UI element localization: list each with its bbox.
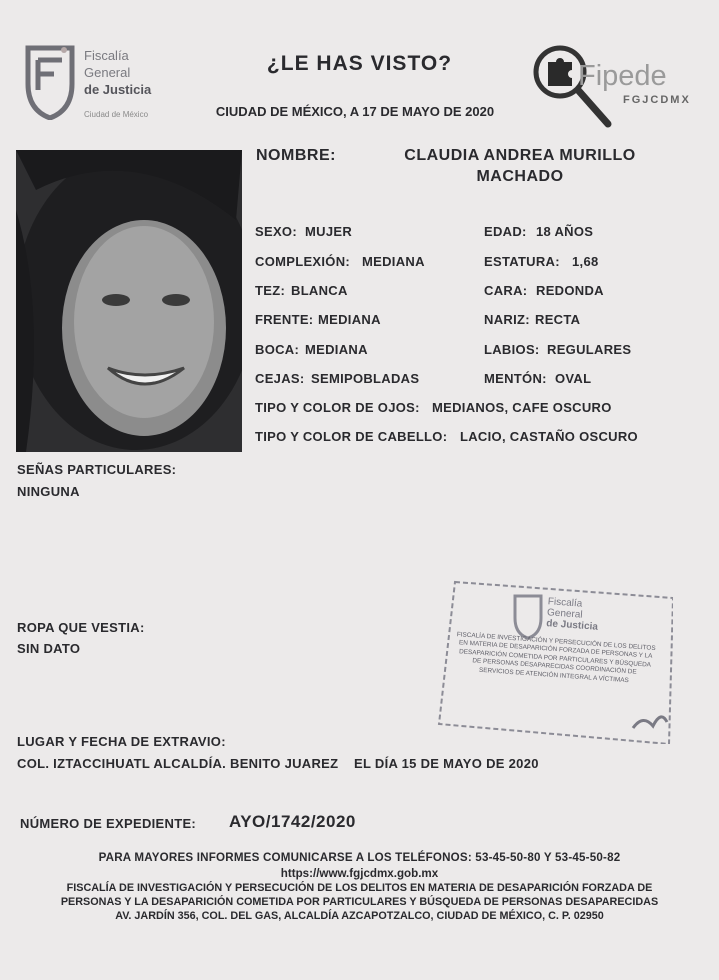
- fipede-sub: FGJCDMX: [623, 94, 691, 106]
- field-label: TEZ:: [255, 283, 286, 298]
- field-label: MENTÓN:: [484, 371, 547, 386]
- file-value: AYO/1742/2020: [229, 812, 356, 831]
- file-label: NÚMERO DE EXPEDIENTE:: [20, 816, 197, 831]
- hair-label: TIPO Y COLOR DE CABELLO:: [255, 429, 448, 444]
- clothes-label: ROPA QUE VESTIA:: [17, 620, 145, 635]
- name-label: NOMBRE:: [256, 147, 336, 164]
- footer-phones: PARA MAYORES INFORMES COMUNICARSE A LOS TELÉFONOS: 53-45-50-80 Y 53-45-50-82: [98, 851, 621, 864]
- stamp-org-line: General: [546, 607, 583, 621]
- field-label: ESTATURA:: [484, 254, 560, 269]
- page-title: ¿LE HAS VISTO?: [266, 52, 453, 75]
- name-line-2: MACHADO: [476, 168, 564, 185]
- hair-value: LACIO, CASTAÑO OSCURO: [460, 429, 638, 444]
- field-label: NARIZ:: [484, 312, 530, 327]
- footer-url[interactable]: https://www.fgjcdmx.gob.mx: [280, 867, 439, 880]
- city-date: CIUDAD DE MÉXICO, A 17 DE MAYO DE 2020: [215, 104, 495, 119]
- field-label: FRENTE:: [255, 312, 314, 327]
- field-value: SEMIPOBLADAS: [311, 371, 420, 386]
- eyes-value: MEDIANOS, CAFE OSCURO: [432, 400, 612, 415]
- field-value: RECTA: [535, 312, 581, 327]
- official-stamp: [437, 578, 673, 744]
- field-value: 18 AÑOS: [536, 224, 594, 239]
- org-sub: Ciudad de México: [84, 110, 149, 119]
- stamp-org-line: Fiscalía: [547, 596, 583, 610]
- field-value: MEDIANA: [305, 342, 368, 357]
- clothes-value: SIN DATO: [17, 641, 81, 656]
- date-value: EL DÍA 15 DE MAYO DE 2020: [354, 756, 539, 771]
- stamp-org-line: de Justicia: [545, 618, 599, 633]
- org-name-line: General: [84, 65, 131, 80]
- name-line-1: CLAUDIA ANDREA MURILLO: [404, 147, 636, 164]
- field-value: MEDIANA: [362, 254, 425, 269]
- place-value: COL. IZTACCIHUATL ALCALDÍA. BENITO JUAREZ: [17, 756, 339, 771]
- field-value: MEDIANA: [318, 312, 381, 327]
- field-value: REGULARES: [547, 342, 632, 357]
- field-label: CEJAS:: [255, 371, 305, 386]
- field-label: COMPLEXIÓN:: [255, 254, 351, 269]
- fipede-name: Fipede: [578, 60, 667, 92]
- field-value: BLANCA: [291, 283, 348, 298]
- field-label: BOCA:: [255, 342, 300, 357]
- field-value: OVAL: [555, 371, 592, 386]
- marks-label: SEÑAS PARTICULARES:: [17, 462, 177, 477]
- person-photo: [16, 150, 242, 452]
- org-name-line: Fiscalía: [84, 48, 129, 63]
- eyes-label: TIPO Y COLOR DE OJOS:: [255, 400, 420, 415]
- field-label: CARA:: [484, 283, 528, 298]
- stamp-text: FISCALÍA DE INVESTIGACIÓN Y PERSECUCIÓN DE LOS DELITOS EN MATERIA DE DESAPARICIÓN FORZADA DE PERSONAS Y LA DESAPARICIÓN COMETIDA POR PARTICULARES Y BÚSQUEDA DE PERSONAS DESAPARECIDAS COORDINACIÓN DE SERVICIOS DE ATENCIÓN INTEGRAL A VÍCTIMAS: [456, 631, 656, 684]
- field-value: MUJER: [305, 224, 353, 239]
- field-label: LABIOS:: [484, 342, 540, 357]
- person-portrait-icon: [16, 150, 242, 452]
- fipede-logo: [528, 42, 703, 132]
- footer-org-line-1: FISCALÍA DE INVESTIGACIÓN Y PERSECUCIÓN DE LOS DELITOS EN MATERIA DE DESAPARICIÓN FORZADA DE: [66, 882, 653, 894]
- field-value: 1,68: [572, 254, 599, 269]
- org-name-line: de Justicia: [84, 82, 152, 97]
- marks-value: NINGUNA: [17, 484, 80, 499]
- field-value: REDONDA: [536, 283, 604, 298]
- place-label: LUGAR Y FECHA DE EXTRAVIO:: [17, 734, 226, 749]
- footer-address: AV. JARDÍN 356, COL. DEL GAS, ALCALDÍA AZCAPOTZALCO, CIUDAD DE MÉXICO, C. P. 02950: [115, 910, 604, 922]
- field-label: SEXO:: [255, 224, 297, 239]
- field-label: EDAD:: [484, 224, 527, 239]
- footer-org-line-2: PERSONAS Y LA DESAPARICIÓN COMETIDA POR PARTICULARES Y BÚSQUEDA DE PERSONAS DESAPARECIDAS: [60, 896, 659, 908]
